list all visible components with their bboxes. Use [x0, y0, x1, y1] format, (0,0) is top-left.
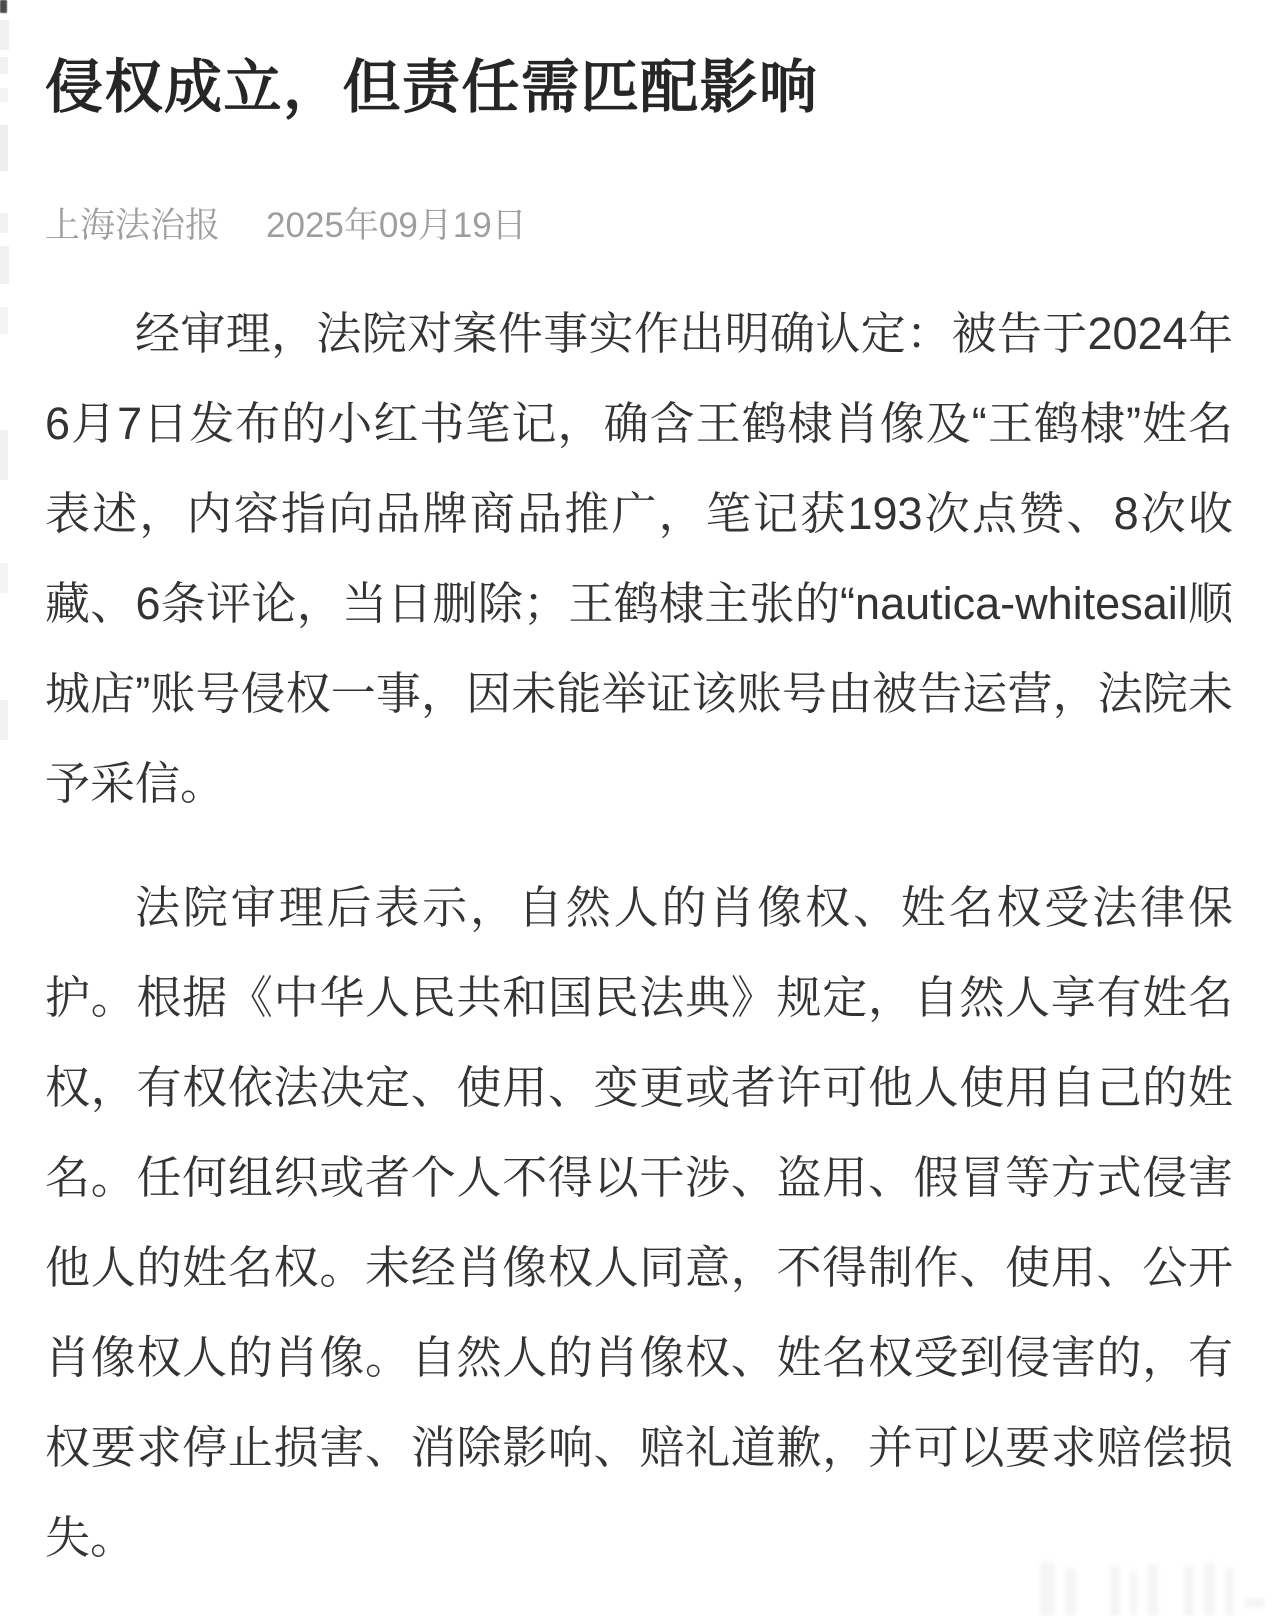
left-edge-crop-artifact: [0, 88, 8, 102]
left-edge-crop-artifact: [0, 430, 8, 480]
article-paragraph-1: 经审理，法院对案件事实作出明确认定：被告于2024年6月7日发布的小红书笔记，确含王鹤棣肖像及“王鹤棣”姓名表述，内容指向品牌商品推广，笔记获193次点赞、8次收藏、6条评论，当日删除；王鹤棣主张的“nautica-whitesail顺城店”账号侵权一事，因未能举证该账号由被告运营，法院未予采信。: [45, 308, 1233, 809]
left-edge-crop-artifact: [0, 125, 8, 171]
left-edge-crop-artifact: [0, 213, 8, 233]
article-paragraph-2: 法院审理后表示，自然人的肖像权、姓名权受法律保护。根据《中华人民共和国民法典》规定，自然人享有姓名权，有权依法决定、使用、变更或者许可他人使用自己的姓名。任何组织或者个人不得以干涉、盗用、假冒等方式侵害他人的姓名权。未经肖像权人同意，不得制作、使用、公开肖像权人的肖像。自然人的肖像权、姓名权受到侵害的，有权要求停止损害、消除影响、赔礼道歉，并可以要求赔偿损失。: [45, 882, 1233, 1563]
left-edge-crop-artifact: [0, 20, 9, 50]
article-body: [45, 289, 1233, 1583]
left-edge-crop-artifact: [0, 57, 8, 74]
left-edge-crop-artifact: [0, 563, 8, 593]
article-title: 侵权成立，但责任需匹配影响: [45, 55, 819, 120]
left-edge-crop-artifact: [0, 246, 9, 284]
left-edge-crop-artifact: [0, 307, 8, 334]
left-edge-crop-artifact: [0, 0, 7, 13]
left-edge-crop-artifact: [0, 700, 8, 740]
article-date: 2025年09月19日: [266, 206, 527, 245]
article-source: 上海法治报: [45, 206, 221, 245]
article-meta: [45, 204, 1233, 248]
